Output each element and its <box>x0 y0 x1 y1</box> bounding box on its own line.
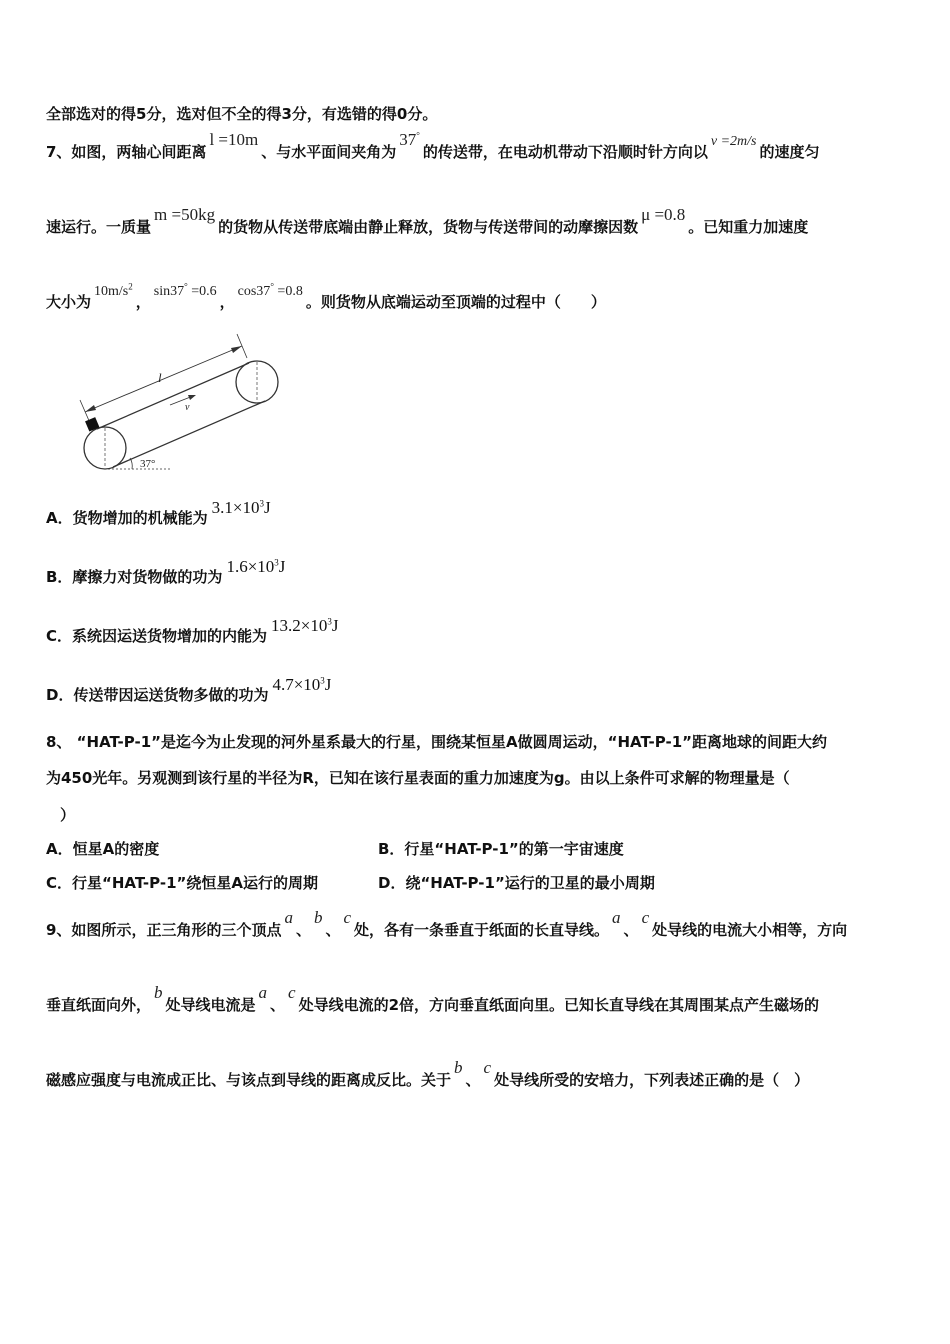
q8-option-a[interactable]: A．恒星A的密度 <box>46 840 160 858</box>
var-c: c <box>343 908 352 927</box>
q9-text: 处，各有一条垂直于纸面的长直导线。 <box>354 921 610 939</box>
math-cos: cos37° =0.8 <box>237 281 303 299</box>
q9-text: 处导线所受的安培力，下列表述正确的是（ ） <box>494 1071 810 1089</box>
q8-line-2: 为450光年。另观测到该行星的半径为R，已知在该行星表面的重力加速度为g。由以上条件可求解的物理量是（ <box>46 769 790 787</box>
q7-line-3 <box>46 281 606 312</box>
math-v: v =2m/s <box>710 134 757 149</box>
math-g: $10m/s^2$ <box>94 281 133 299</box>
conveyor-belt-diagram <box>70 330 290 475</box>
var-a: a <box>284 908 293 927</box>
var-c: c <box>641 908 650 927</box>
label-l: l <box>158 370 162 385</box>
q9-line-1: 9、如图所示，正三角形的三个顶点a、b、c处，各有一条垂直于纸面的长直导线。a、c处导线的电流大小相等，方向 <box>46 908 848 939</box>
q7-text: 速运行。一质量 <box>46 218 152 236</box>
q7-text: 的速度匀 <box>759 143 820 161</box>
var-c: c <box>483 1058 492 1077</box>
var-b: b <box>154 983 163 1002</box>
intro-text: 全部选对的得5分，选对但不全的得3分，有选错的得0分。 <box>46 105 438 123</box>
q7-text: 的货物从传送带底端由静止释放，货物与传送带间的动摩擦因数 <box>218 218 639 236</box>
q7-line-2 <box>46 205 809 237</box>
q9-text: 垂直纸面向外， <box>46 996 152 1014</box>
q8-option-b[interactable]: B．行星“HAT-P-1”的第一宇宙速度 <box>378 840 624 858</box>
math-angle: 37° <box>399 130 420 149</box>
q9-text: 处导线的电流大小相等，方向 <box>652 921 848 939</box>
q8-option-c[interactable]: C．行星“HAT-P-1”绕恒星A运行的周期 <box>46 874 318 892</box>
var-a: a <box>612 908 621 927</box>
q7-text: 。则货物从底端运动至顶端的过程中（ ） <box>305 293 606 311</box>
belt-upper <box>97 363 249 429</box>
q8-line-1: 8、 “HAT-P-1”是迄今为止发现的河外星系最大的行星，围绕某恒星A做圆周运动，“HAT-P-1”距离地球的间距大约 <box>46 733 827 751</box>
q7-line-1 <box>46 130 820 162</box>
label-angle: 37° <box>140 458 156 470</box>
var-c: c <box>288 983 296 1002</box>
q9-line-3: 磁感应强度与电流成正比、与该点到导线的距离成反比。关于b、c处导线所受的安培力，下列表述正确的是（ ） <box>46 1058 810 1089</box>
math-l: l =10m <box>209 130 259 149</box>
q7-text: 的传送带，在电动机带动下沿顺时针方向以 <box>422 143 708 161</box>
var-a: a <box>258 983 268 1002</box>
var-b: b <box>454 1058 463 1077</box>
q7-text: 7、如图，两轴心间距离 <box>46 143 207 161</box>
q7-option-b[interactable]: B．摩擦力对货物做的功为$1.6\times 10^3J$ <box>46 557 286 586</box>
q9-text: 处导线电流是 <box>165 996 256 1014</box>
dimension-line <box>85 346 242 412</box>
math-mu: μ =0.8 <box>641 205 686 224</box>
q7-text: 大小为 <box>46 293 92 311</box>
q7-text: 、与水平面间夹角为 <box>261 143 397 161</box>
q7-option-d[interactable]: D．传送带因运送货物多做的功为$4.7\times 10^3J$ <box>46 675 332 704</box>
q9-text: 9、如图所示，正三角形的三个顶点 <box>46 921 282 939</box>
q8-option-d[interactable]: D．绕“HAT-P-1”运行的卫星的最小周期 <box>378 874 655 892</box>
q7-text: 。已知重力加速度 <box>688 218 809 236</box>
q8-line-3: ） <box>60 806 76 824</box>
math-sin: sin37° =0.6 <box>153 281 217 299</box>
q7-option-a[interactable]: A．货物增加的机械能为$3.1\times 10^3J$ <box>46 498 271 527</box>
comma: ， <box>135 293 151 311</box>
label-v: v <box>185 402 190 413</box>
q9-line-2: 垂直纸面向外，b处导线电流是a、c处导线电流的2倍，方向垂直纸面向里。已知长直导线在其周围某点产生磁场的 <box>46 983 820 1014</box>
var-b: b <box>313 908 323 927</box>
q7-option-c[interactable]: C．系统因运送货物增加的内能为$13.2\times 10^3J$ <box>46 616 339 645</box>
comma: ， <box>219 293 235 311</box>
q9-text: 处导线电流的2倍，方向垂直纸面向里。已知长直导线在其周围某点产生磁场的 <box>298 996 820 1014</box>
math-m: m =50kg <box>154 205 216 224</box>
q9-text: 磁感应强度与电流成正比、与该点到导线的距离成反比。关于 <box>46 1071 452 1089</box>
